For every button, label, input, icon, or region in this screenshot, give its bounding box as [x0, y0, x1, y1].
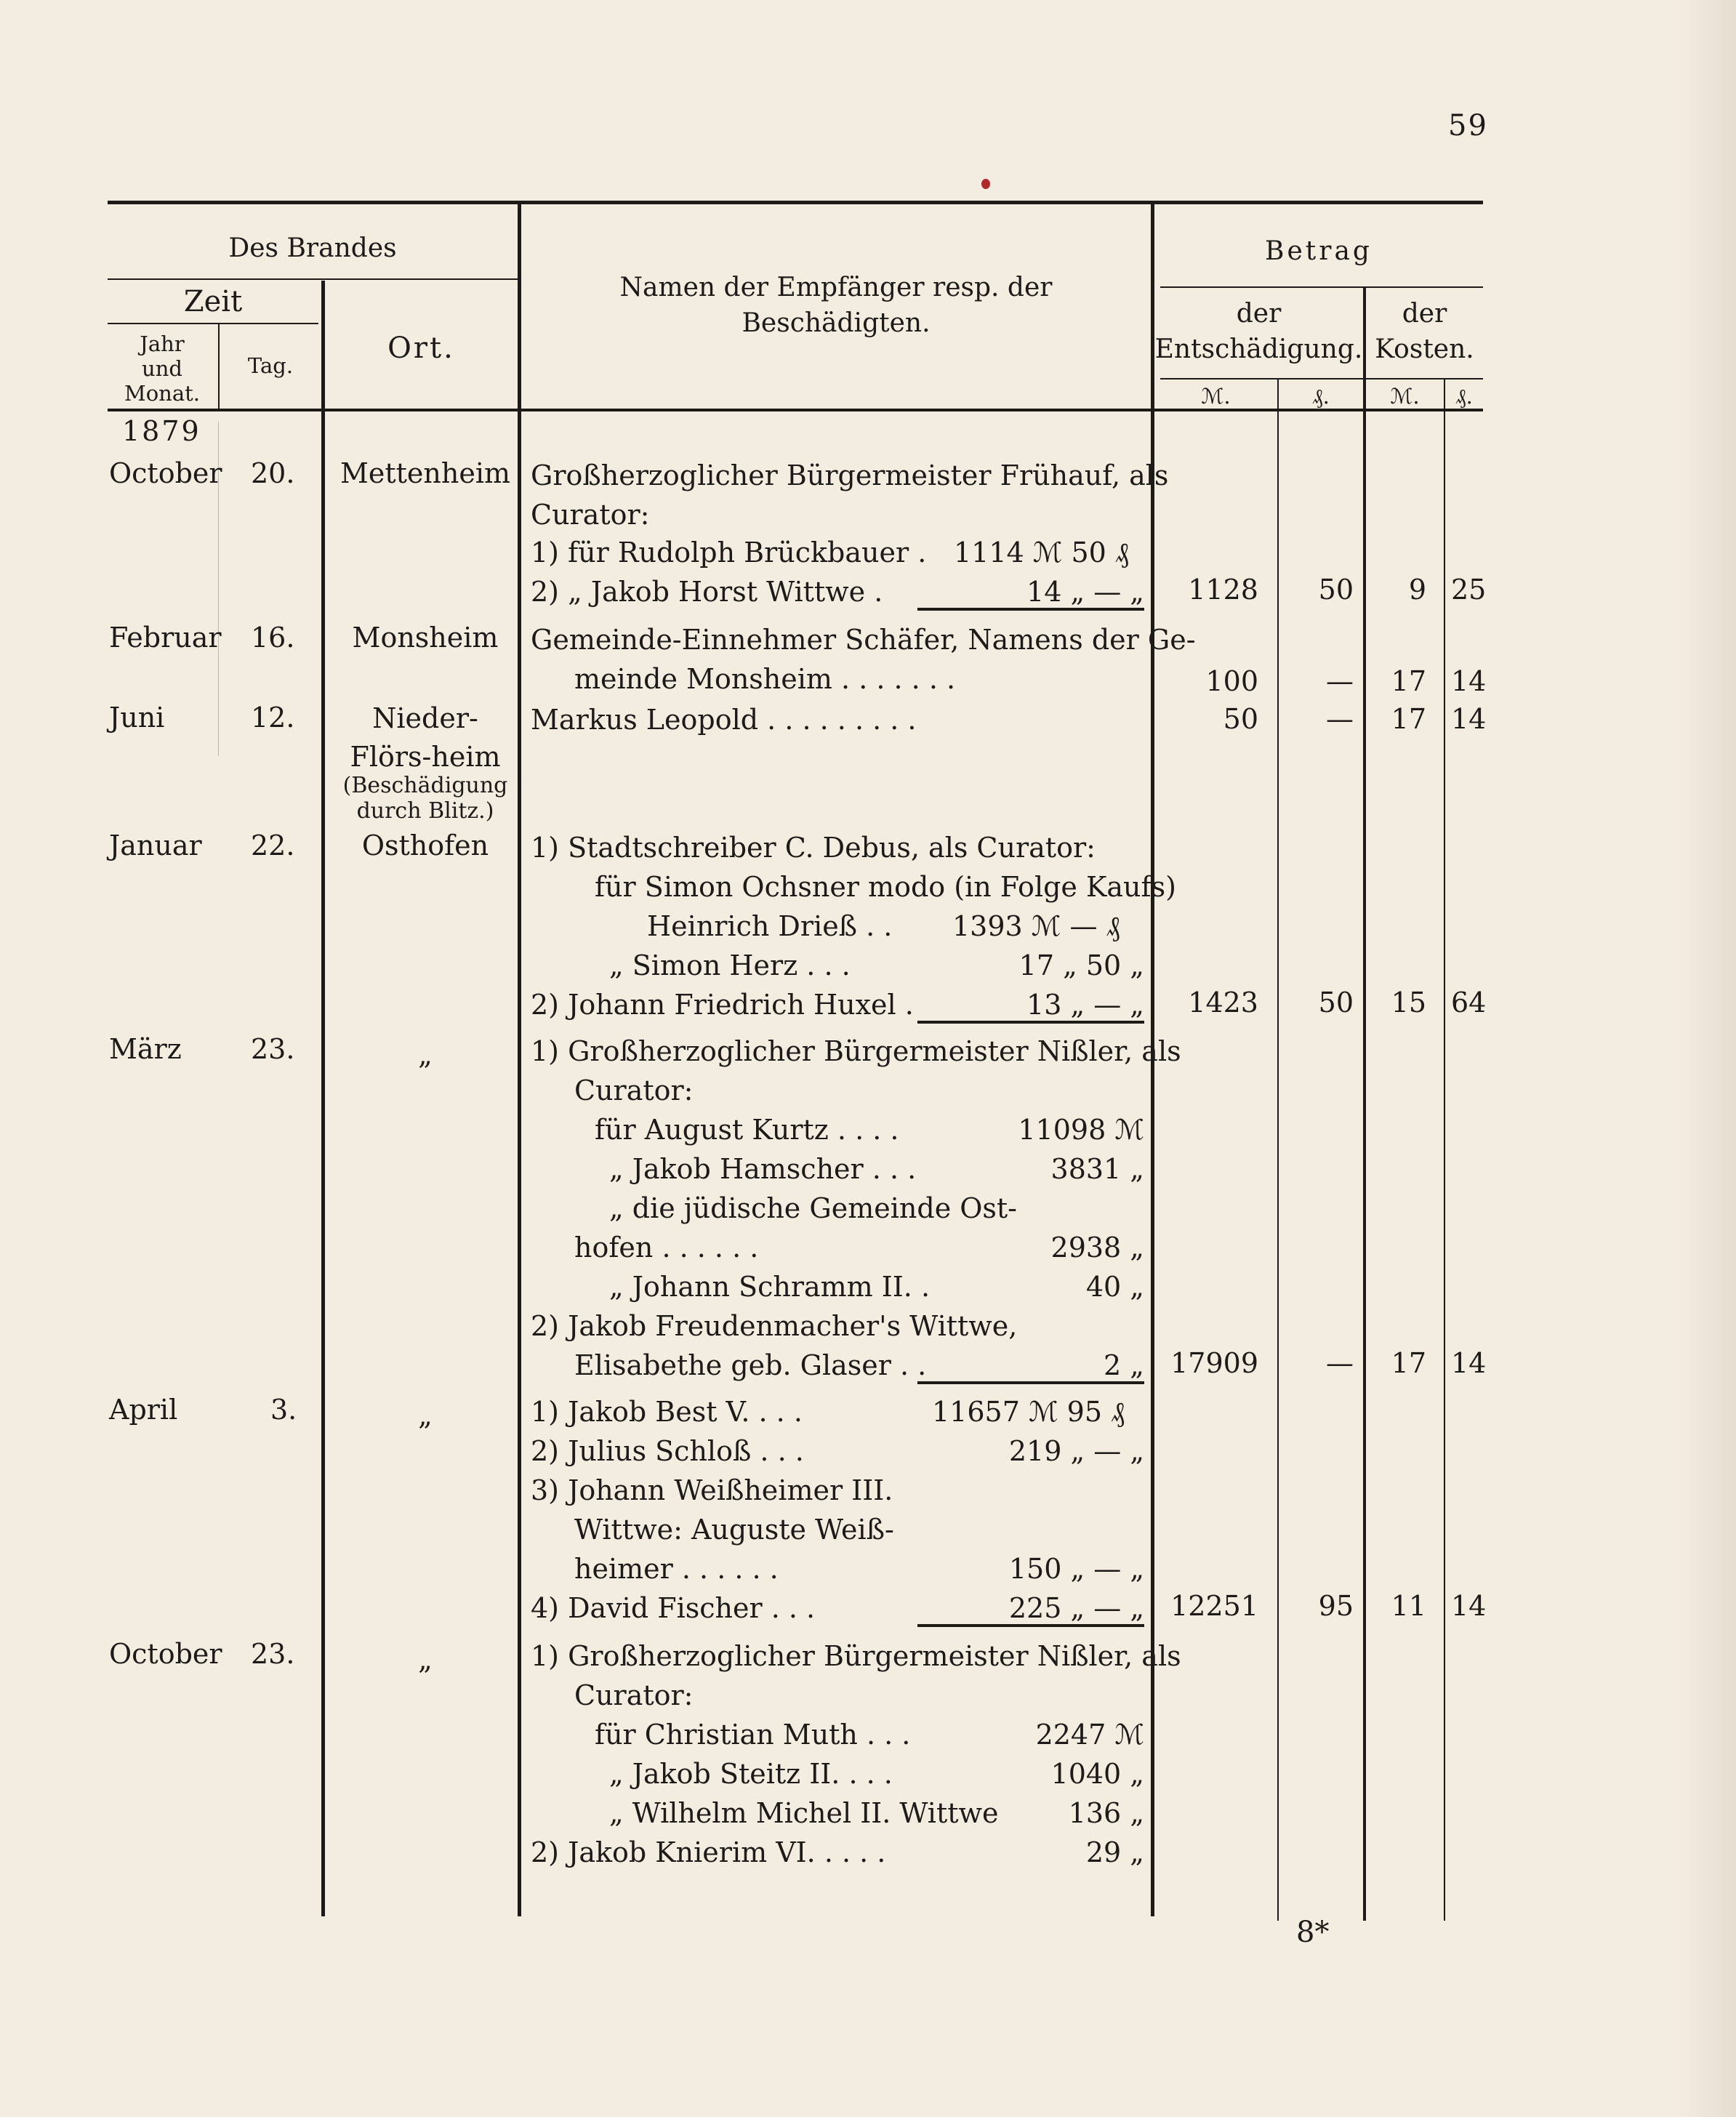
entry-amount: 2247 ℳ	[1035, 1719, 1144, 1751]
kost-pf: 25	[1451, 574, 1487, 606]
ent-pf: —	[1326, 703, 1354, 735]
col-rule-ent-pf	[1277, 379, 1279, 1921]
header-entschaedigung: der Entschädigung.	[1154, 299, 1363, 364]
year: 1879	[122, 415, 201, 447]
betrag-underline	[1160, 286, 1483, 288]
kost-pf: 14	[1451, 665, 1487, 697]
col-rule-namen	[518, 204, 521, 1916]
header-betrag: Betrag	[1265, 236, 1373, 266]
entry-line: 2) Julius Schloß . . .	[531, 1435, 804, 1467]
entry-line: für August Kurtz . . . .	[595, 1114, 899, 1146]
entry-line: 2) „ Jakob Horst Wittwe .	[531, 576, 883, 608]
entry-amount: 11657 ℳ 95 ₰	[932, 1396, 1125, 1428]
entry-amount: 225 „ — „	[917, 1592, 1144, 1627]
kost-pf: 14	[1451, 703, 1487, 735]
header-tag: Tag.	[247, 353, 294, 378]
entry-line: 1) für Rudolph Brückbauer .	[531, 537, 927, 569]
entry-line: „ Jakob Steitz II. . . .	[609, 1758, 893, 1790]
kost-mark: 17	[1391, 703, 1426, 735]
unit-ent-pf: ₰.	[1312, 384, 1330, 409]
entry-month: October	[109, 1638, 222, 1670]
ent-pf: —	[1326, 1347, 1354, 1379]
entry-line: „ Simon Herz . . .	[609, 949, 851, 981]
entry-ort: „	[418, 1399, 433, 1431]
entry-amount: 11098 ℳ	[1018, 1114, 1144, 1146]
entry-amount: 1393 ℳ — ₰	[952, 910, 1120, 942]
entry-line: Gemeinde-Einnehmer Schäfer, Namens der Ge-	[531, 624, 1196, 656]
ent-mark: 17909	[1170, 1347, 1258, 1379]
entry-amount: 14 „ — „	[917, 576, 1144, 611]
entry-amount: 2938 „	[1050, 1232, 1144, 1264]
kost-mark: 15	[1391, 987, 1426, 1019]
entry-line: 2) Johann Friedrich Huxel .	[531, 989, 914, 1021]
entry-line: 1) Jakob Best V. . . .	[531, 1396, 803, 1428]
entry-month: October	[109, 457, 222, 489]
header-jahr-und-monat: Jahr und Monat.	[124, 332, 200, 406]
kost-mark: 17	[1391, 665, 1426, 697]
entry-day: 12.	[251, 702, 295, 734]
ent-mark: 12251	[1170, 1590, 1258, 1622]
kost-mark: 17	[1391, 1347, 1426, 1379]
entry-ort: Nieder-Flörs-heim	[350, 702, 501, 774]
brandes-underline	[108, 278, 518, 280]
ent-pf: 50	[1318, 574, 1354, 606]
unit-kost-pf: ₰.	[1455, 384, 1473, 409]
entry-amount: 1114 ℳ 50 ₰	[954, 537, 1129, 569]
entry-line: „ die jüdische Gemeinde Ost-	[609, 1192, 1018, 1224]
ent-pf: —	[1326, 665, 1354, 697]
entry-day: 16.	[251, 622, 295, 654]
ent-mark: 100	[1205, 665, 1258, 697]
entry-line: 3) Johann Weißheimer III.	[531, 1474, 893, 1506]
kost-mark: 9	[1408, 574, 1426, 606]
entry-day: 22.	[251, 829, 295, 861]
printer-signature: 8*	[1296, 1916, 1330, 1949]
entry-line: 1) Großherzoglicher Bürgermeister Nißler, als	[531, 1035, 1181, 1067]
col-rule-kosten	[1363, 288, 1366, 1921]
entry-ort: „	[418, 1644, 433, 1676]
header-kosten: der Kosten.	[1375, 299, 1474, 364]
top-rule	[108, 201, 1483, 204]
entry-amount: 17 „ 50 „	[1018, 949, 1144, 981]
entry-line: Markus Leopold . . . . . . . . .	[531, 704, 917, 736]
entry-line: 4) David Fischer . . .	[531, 1592, 816, 1624]
entry-line: für Simon Ochsner modo (in Folge Kaufs)	[595, 871, 1176, 903]
entry-amount: 13 „ — „	[917, 989, 1144, 1024]
entry-line: 2) Jakob Freudenmacher's Wittwe,	[531, 1310, 1018, 1342]
ent-mark: 50	[1223, 703, 1258, 735]
entry-line: Curator:	[574, 1679, 694, 1711]
header-zeit: Zeit	[183, 285, 243, 318]
entry-amount: 219 „ — „	[1008, 1435, 1144, 1467]
kost-pf: 14	[1451, 1590, 1487, 1622]
entry-day: 3.	[270, 1394, 297, 1426]
entry-ort-note: (Beschädigung durch Blitz.)	[342, 773, 508, 824]
entry-ort: „	[418, 1039, 433, 1071]
entry-amount: 3831 „	[1050, 1153, 1144, 1185]
ent-mark: 1423	[1188, 987, 1258, 1019]
entry-line: Curator:	[531, 499, 650, 531]
ent-pf: 50	[1318, 987, 1354, 1019]
entry-month: März	[109, 1033, 182, 1065]
unit-kost-mark: ℳ.	[1390, 384, 1420, 409]
entry-month: Februar	[109, 622, 222, 654]
entry-line: 1) Großherzoglicher Bürgermeister Nißler, als	[531, 1640, 1181, 1672]
header-namen: Namen der Empfänger resp. der Beschädigten.	[619, 273, 1053, 338]
entry-line: Curator:	[574, 1074, 694, 1106]
zeit-underline	[108, 323, 318, 324]
kost-pf: 14	[1451, 1347, 1487, 1379]
header-des-brandes: Des Brandes	[228, 233, 397, 263]
kost-pf: 64	[1451, 987, 1487, 1019]
page-edge-shadow	[1678, 0, 1736, 2117]
entry-line: Großherzoglicher Bürgermeister Frühauf, als	[531, 459, 1169, 491]
page-number: 59	[1448, 109, 1488, 142]
entry-line: Elisabethe geb. Glaser . .	[574, 1349, 927, 1381]
col-rule-ort	[321, 281, 325, 1916]
ent-mark: 1128	[1188, 574, 1258, 606]
entry-day: 20.	[251, 457, 295, 489]
entry-amount: 136 „	[1068, 1797, 1144, 1829]
entry-month: April	[109, 1394, 178, 1426]
entry-line: Heinrich Drieß . .	[647, 910, 893, 942]
entry-month: Juni	[109, 702, 165, 734]
entry-line: Wittwe: Auguste Weiß-	[574, 1514, 894, 1546]
entry-ort: Mettenheim	[339, 457, 511, 489]
entry-line: „ Wilhelm Michel II. Wittwe	[609, 1797, 999, 1829]
entry-ort: Osthofen	[361, 829, 489, 861]
ink-spot	[981, 179, 990, 189]
entry-line: meinde Monsheim . . . . . . .	[574, 663, 956, 695]
entry-amount: 150 „ — „	[1008, 1553, 1144, 1585]
entry-month: Januar	[109, 829, 202, 861]
entry-line: „ Jakob Hamscher . . .	[609, 1153, 917, 1185]
entry-amount: 29 „	[1085, 1836, 1144, 1868]
col-rule-kost-pf	[1444, 379, 1445, 1921]
entry-day: 23.	[251, 1638, 295, 1670]
entry-line: für Christian Muth . . .	[595, 1719, 911, 1751]
entry-line: „ Johann Schramm II. .	[609, 1271, 931, 1303]
units-topline	[1160, 378, 1483, 379]
entry-line: heimer . . . . . .	[574, 1553, 779, 1585]
entry-line: 1) Stadtschreiber C. Debus, als Curator:	[531, 832, 1096, 864]
entry-day: 23.	[251, 1033, 295, 1065]
unit-ent-mark: ℳ.	[1201, 384, 1231, 409]
entry-amount: 40 „	[1085, 1271, 1144, 1303]
entry-amount: 1040 „	[1050, 1758, 1144, 1790]
header-ort: Ort.	[387, 332, 455, 365]
entry-amount: 2 „	[917, 1349, 1144, 1384]
kost-mark: 11	[1391, 1590, 1426, 1622]
entry-line: hofen . . . . . .	[574, 1232, 759, 1264]
ent-pf: 95	[1318, 1590, 1354, 1622]
entry-ort: Monsheim	[352, 622, 499, 654]
entry-line: 2) Jakob Knierim VI. . . . .	[531, 1836, 886, 1868]
